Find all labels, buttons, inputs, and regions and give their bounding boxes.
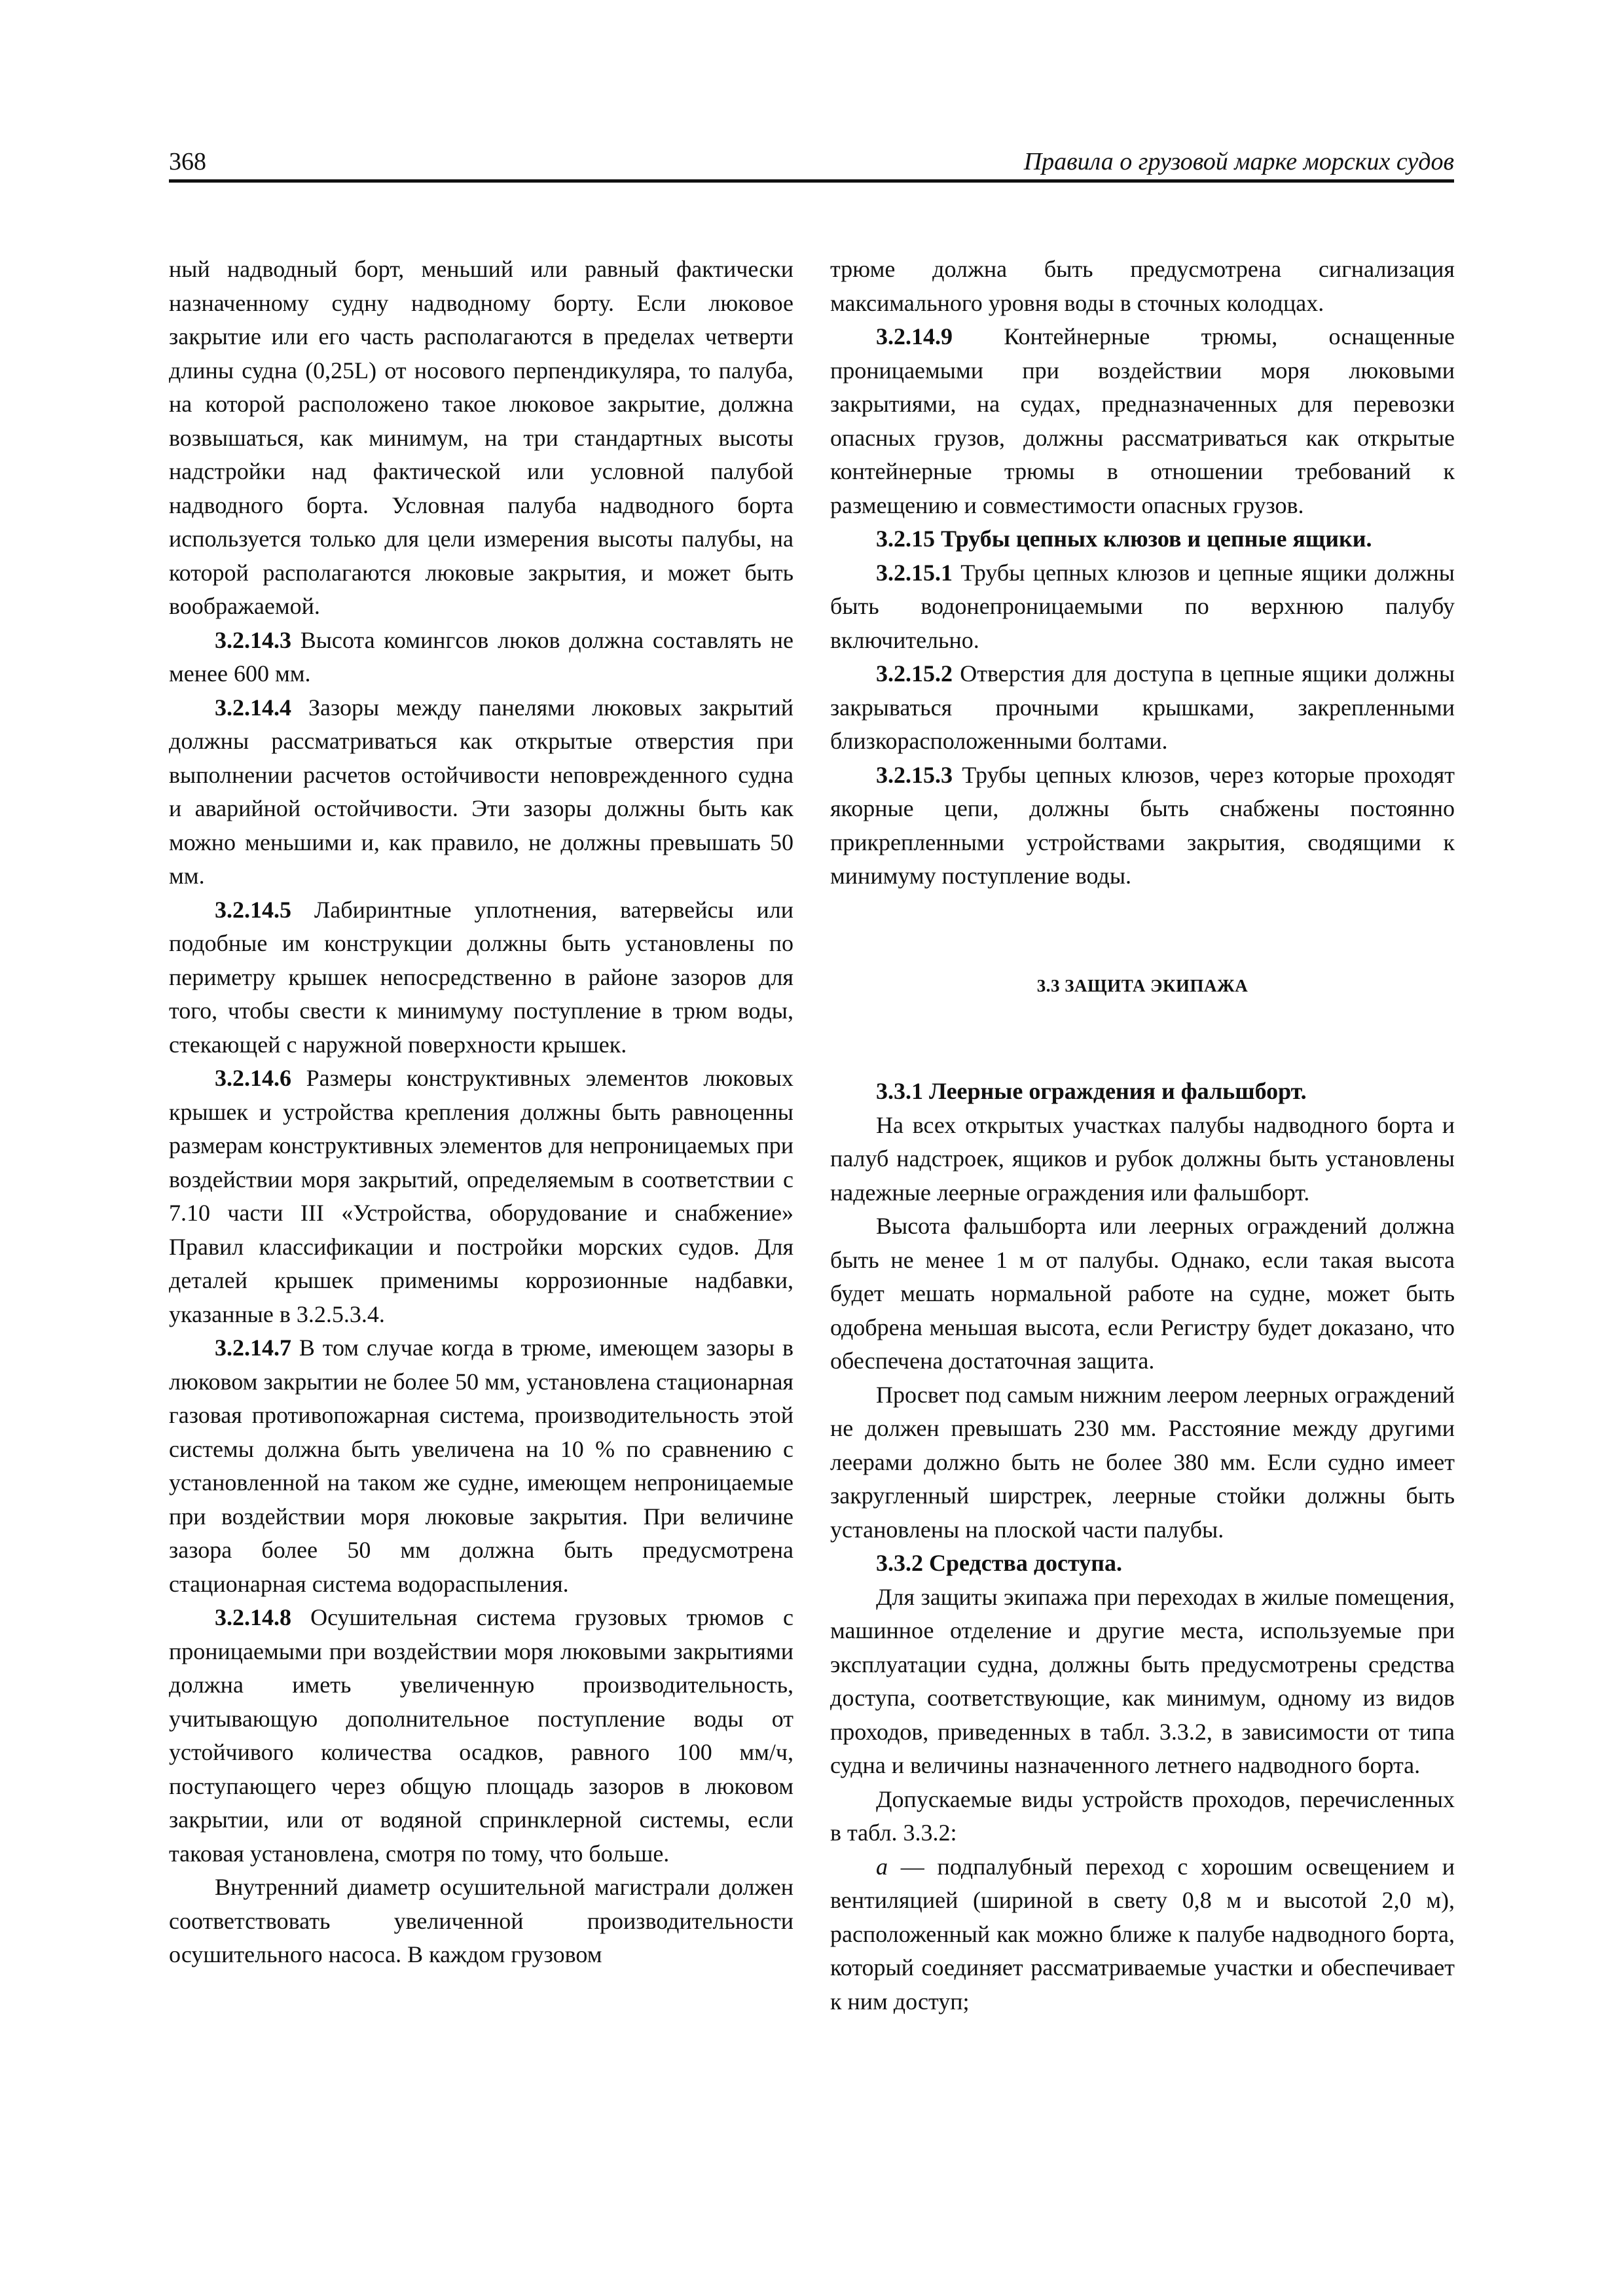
clause-text: Контейнерные трюмы, оснащенные проницаемыми при воздействии моря люковыми закрытиями, на судах, предназначенных для перевозки опасных грузов, должны рассматриваться как открытые контейнерные трюмы в отношении требований к размещению и совместимости опасных грузов. (830, 323, 1455, 518)
clause-text: Отверстия для доступа в цепные ящики должны закрываться прочными крышками, закрепленными близкорасположенными болтами. (830, 660, 1455, 754)
paragraph: ный надводный борт, меньший или равный фактически назначенному судну надводному борту. Если люковое закрытие или его часть располагаются в пределах четверти длины судна (0,25L) от носового перпендикуляра, то палуба, на которой расположено такое люковое закрытие, должна возвышаться, как минимум, на три стандартных высоты надстройки над фактической или условной палубой надводного борта. Условная палуба надводного борта используется только для цели измерения высоты палубы, на которой располагаются люковые закрытия, и может быть воображаемой. (169, 256, 793, 619)
clause-text: В том случае когда в трюме, имеющем зазоры в люковом закрытии не более 50 мм, установлена стационарная газовая противопожарная система, производительность этой системы должна быть увеличена на 10 % по сравнению с установленной на таком же судне, имеющем непроницаемые при воздействии моря люковые закрытия. При величине зазора более 50 мм должна быть предусмотрена стационарная система водораспыления. (169, 1335, 793, 1597)
item-text: — подпалубный переход с хорошим освещением и вентиляцией (шириной в свету 0,8 м и высотой 2,0 м), расположенный как можно ближе к палубе надводного борта, который соединяет рассматриваемые участки и обеспечивает к ним доступ; (830, 1853, 1455, 2015)
paragraph-3-2-15-2 (830, 657, 1455, 759)
clause-text: Лабиринтные уплотнения, ватервейсы или подобные им конструкции должны быть установлены по периметру крышек непосредственно в районе зазоров для того, чтобы свести к минимуму поступление в трюм воды, стекающей с наружной поверхности крышек. (169, 896, 793, 1058)
right-column (830, 253, 1455, 2018)
left-column (169, 253, 793, 1972)
clause-text: Зазоры между панелями люковых закрытий должны рассматриваться как открытые отверстия при выполнении расчетов остойчивости неповрежденного судна и аварийной остойчивости. Эти зазоры должны быть как можно меньшими и, как правило, не должны превышать 50 мм. (169, 694, 793, 889)
paragraph-3-2-14-7 (169, 1331, 793, 1601)
list-item-a (830, 1850, 1455, 2019)
paragraph-3-2-14-3 (169, 624, 793, 691)
paragraph-3-2-14-6 (169, 1062, 793, 1331)
paragraph-3-2-14-8 (169, 1601, 793, 1871)
paragraph: Внутренний диаметр осушительной магистрали должен соответствовать увеличенной производительности осушительного насоса. В каждом грузовом (169, 1874, 793, 1967)
paragraph: трюме должна быть предусмотрена сигнализация максимального уровня воды в сточных колодцах. (830, 256, 1455, 316)
paragraph-3-2-15-1 (830, 556, 1455, 658)
clause-number: 3.2.14.3 (215, 626, 291, 653)
clause-number: 3.2.14.7 (215, 1335, 291, 1361)
paragraph-3-2-15-3 (830, 759, 1455, 893)
page-number: 368 (169, 148, 206, 175)
paragraph: Просвет под самым нижним леером леерных ограждений не должен превышать 230 мм. Расстояние между другими леерами должно быть не более 380 мм. Если судно имеет закругленный ширстрек, леерные стойки должны быть установлены на плоской части палубы. (830, 1381, 1455, 1543)
heading-3-2-15: 3.2.15 Трубы цепных клюзов и цепные ящики. (876, 526, 1372, 552)
section-title: 3.3 ЗАЩИТА ЭКИПАЖА (1036, 975, 1249, 996)
paragraph: Высота фальшборта или леерных ограждений должна быть не менее 1 м от палубы. Однако, если такая высота будет мешать нормальной работе на судне, может быть одобрена меньшая высота, если Регистру будет доказано, что обеспечена достаточная защита. (830, 1213, 1455, 1374)
clause-text: Трубы цепных клюзов и цепные ящики должны быть водонепроницаемыми по верхнюю палубу включительно. (830, 559, 1455, 653)
paragraph-3-2-14-9 (830, 320, 1455, 522)
clause-number: 3.2.15.1 (876, 559, 953, 586)
paragraph: Допускаемые виды устройств проходов, перечисленных в табл. 3.3.2: (830, 1785, 1455, 1846)
paragraph-3-2-14-4 (169, 691, 793, 893)
heading-3-3-1: 3.3.1 Леерные ограждения и фальшборт. (876, 1078, 1307, 1104)
clause-number: 3.2.14.6 (215, 1065, 291, 1091)
item-letter: а (876, 1853, 888, 1880)
running-title: Правила о грузовой марке морских судов (1023, 148, 1454, 175)
paragraph: На всех открытых участках палубы надводного борта и палуб надстроек, ящиков и рубок должны быть установлены надежные леерные ограждения или фальшборт. (830, 1111, 1455, 1206)
clause-text: Высота комингсов люков должна составлять не менее 600 мм. (169, 626, 793, 687)
clause-number: 3.2.14.8 (215, 1604, 291, 1630)
clause-number: 3.2.14.5 (215, 896, 291, 923)
clause-number: 3.2.14.4 (215, 694, 291, 721)
clause-number: 3.2.15.2 (876, 660, 953, 687)
clause-number: 3.2.15.3 (876, 761, 953, 788)
clause-text: Осушительная система грузовых трюмов с проницаемыми при воздействии моря люковыми закрытиями должна иметь увеличенную производительность, учитывающую дополнительное поступление воды от устойчивого количества осадков, равного 100 мм/ч, поступающего через общую площадь зазоров в люковом закрытии, или от водяной спринклерной системы, если таковая установлена, смотря по тому, что больше. (169, 1604, 793, 1867)
header-rule (169, 179, 1454, 183)
clause-number: 3.2.14.9 (876, 323, 953, 350)
heading-3-3-2: 3.3.2 Средства доступа. (876, 1550, 1122, 1576)
paragraph: Для защиты экипажа при переходах в жилые помещения, машинное отделение и другие места, используемые при эксплуатации судна, должны быть предусмотрены средства доступа, соответствующие, как минимум, одному из видов проходов, приведенных в табл. 3.3.2, в зависимости от типа судна и величины назначенного летнего надводного борта. (830, 1583, 1455, 1778)
clause-text: Размеры конструктивных элементов люковых крышек и устройства крепления должны быть равноценны размерам конструктивных элементов для непроницаемых при воздействии моря закрытий, определяемым в соответствии с 7.10 части III «Устройства, оборудование и снабжение» Правил классификации и постройки морских судов. Для деталей крышек применимы коррозионные надбавки, указанные в 3.2.5.3.4. (169, 1065, 793, 1327)
clause-text: Трубы цепных клюзов, через которые проходят якорные цепи, должны быть снабжены постоянно прикрепленными устройствами закрытия, сводящими к минимуму поступление воды. (830, 761, 1455, 889)
paragraph-3-2-14-5 (169, 893, 793, 1062)
